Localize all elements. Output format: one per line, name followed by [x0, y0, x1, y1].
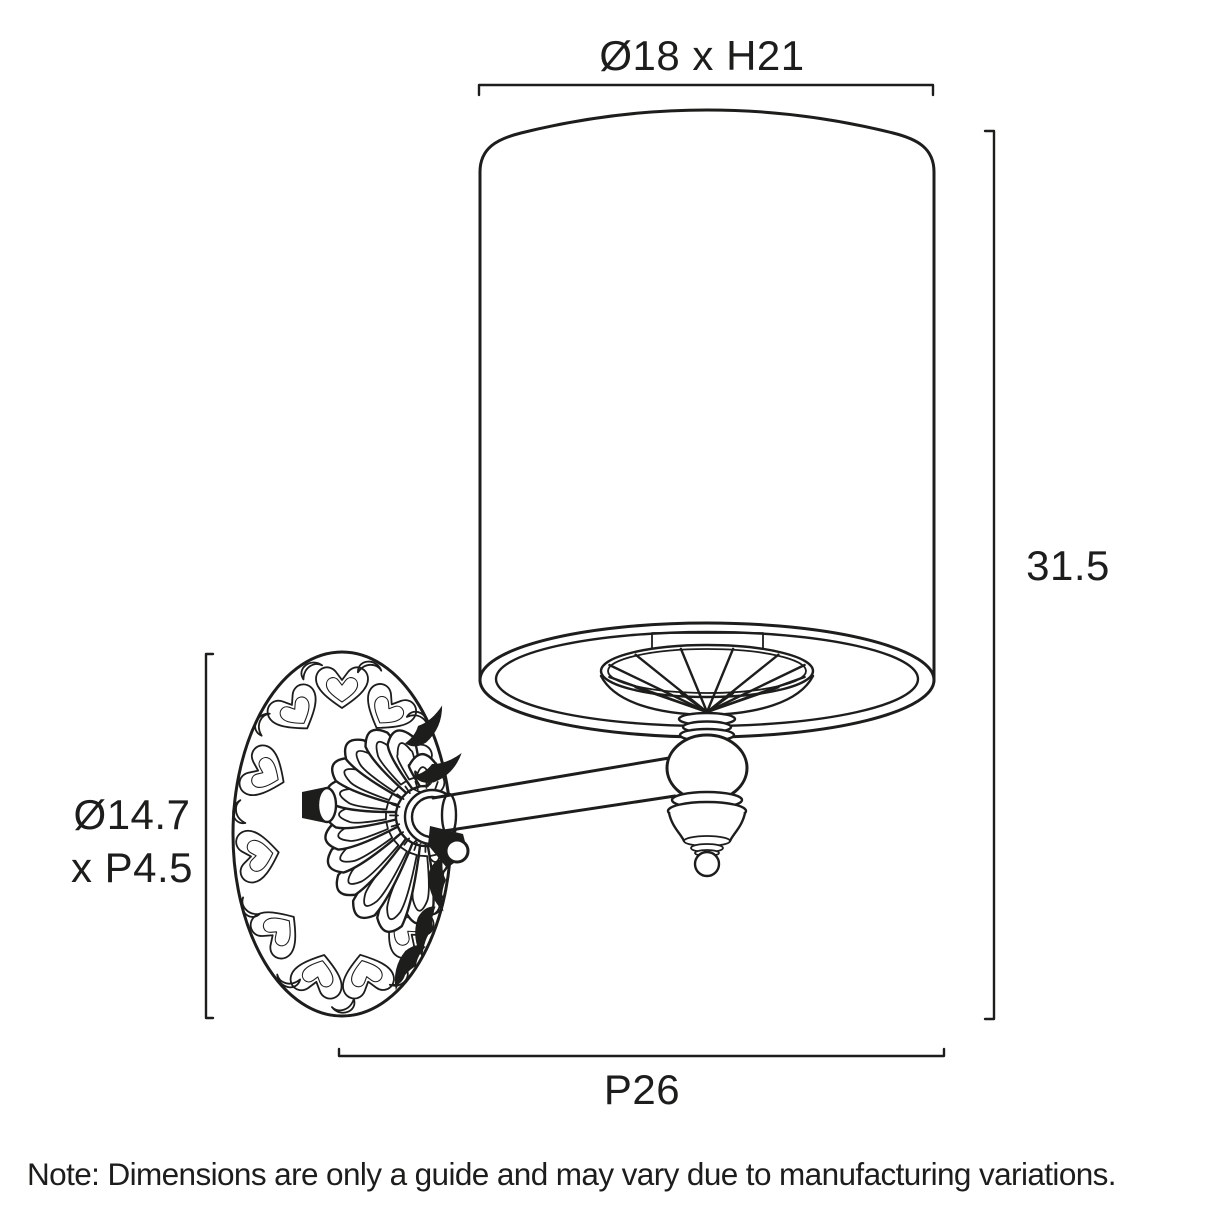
lamp-arm: [433, 757, 675, 836]
projection-dimension-label: P26: [603, 1066, 681, 1113]
height-dimension-label: 31.5: [1026, 542, 1110, 589]
backplate-dimension-label: [37, 788, 227, 894]
lamp-shade: [480, 110, 934, 737]
note-text: Note: Dimensions are only a guide and may vary due to manufacturing variations.: [27, 1156, 1116, 1192]
candle-dish: [601, 645, 813, 715]
projection-dimension-bracket: [339, 1049, 944, 1056]
shade-dimension-bracket: [479, 85, 933, 95]
height-dimension-line: [985, 131, 994, 1019]
shade-dimension-label: Ø18 x H21: [599, 32, 805, 79]
backplate-diameter-text: Ø14.7: [73, 791, 191, 838]
mounting-bolt: [302, 787, 336, 823]
backplate-projection-text: x P4.5: [70, 844, 194, 891]
finial: [668, 792, 746, 876]
